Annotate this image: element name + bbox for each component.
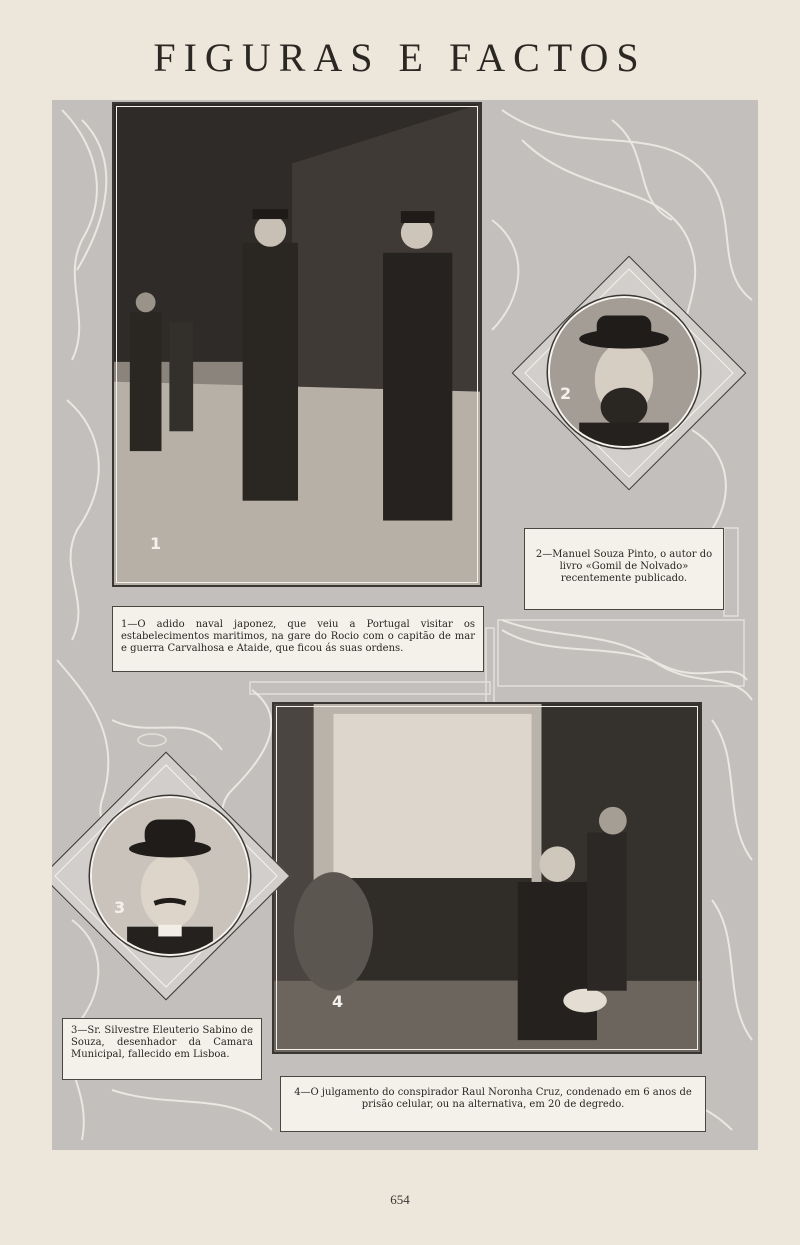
caption-2: 2—Manuel Souza Pinto, o autor do livro «Gomil de Nolvado» recentemente publicado.: [524, 528, 724, 610]
page-title: FIGURAS E FACTOS: [153, 35, 647, 80]
caption-1: 1—O adido naval japonez, que veiu a Portugal visitar os estabelecimentos maritimos, na gare do Rocio com o capitão de mar e guerra Carvalhosa e Ataide, que ficou ás suas ordens.: [112, 606, 484, 672]
photo-1-station: [112, 102, 482, 587]
photo-4-trial: [272, 702, 702, 1054]
portrait-3: [90, 796, 250, 956]
page-number: 654: [390, 1192, 410, 1207]
caption-3: 3—Sr. Silvestre Eleuterio Sabino de Souza, desenhador da Camara Municipal, fallecido em Lisboa.: [62, 1018, 262, 1080]
caption-4: 4—O julgamento do conspirador Raul Noronha Cruz, condenado em 6 anos de prisão celular, ou na alternativa, em 20 de degredo.: [280, 1076, 706, 1132]
ornamental-board: [52, 100, 758, 1150]
portrait-2-number: 2: [560, 384, 572, 403]
portrait-3-number: 3: [114, 898, 126, 917]
photo-4-number: 4: [332, 992, 344, 1011]
portrait-2: [548, 296, 700, 448]
photo-1-number: 1: [150, 534, 162, 553]
